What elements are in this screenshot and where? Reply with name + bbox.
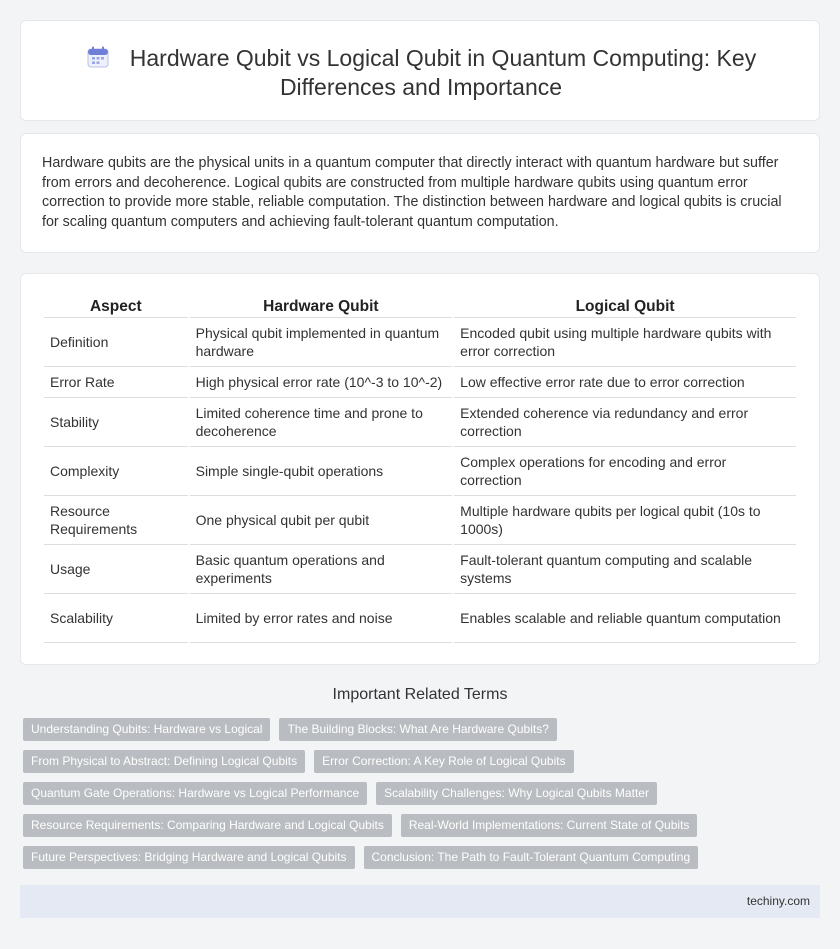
table-cell: Enables scalable and reliable quantum computation	[454, 594, 796, 643]
table-cell: Scalability	[44, 594, 188, 643]
related-term-tag[interactable]: Scalability Challenges: Why Logical Qubits Matter	[376, 782, 657, 805]
table-cell: Limited by error rates and noise	[190, 594, 453, 643]
intro-paragraph: Hardware qubits are the physical units in a quantum computer that directly interact with quantum hardware but suffer from errors and decoherence. Logical qubits are constructed from multiple hardware qubits using quantum error correction to provide more stable, reliable computation. The distinction between hardware and logical qubits is crucial for scaling quantum computers and achieving fault-tolerant quantum computation.	[42, 155, 782, 230]
related-term-tag[interactable]: Understanding Qubits: Hardware vs Logical	[23, 718, 270, 741]
related-term-tag[interactable]: Resource Requirements: Comparing Hardware and Logical Qubits	[23, 814, 392, 837]
comparison-table	[42, 296, 798, 643]
intro-card	[20, 133, 820, 253]
table-row	[44, 545, 796, 594]
table-row	[44, 496, 796, 545]
table-cell: Complex operations for encoding and error correction	[454, 447, 796, 496]
column-header-hardware: Hardware Qubit	[190, 296, 453, 318]
table-cell: Physical qubit implemented in quantum hardware	[190, 318, 453, 367]
footer	[20, 885, 820, 918]
comparison-card	[20, 273, 820, 665]
table-cell: Definition	[44, 318, 188, 367]
related-term-tag[interactable]: Error Correction: A Key Role of Logical Qubits	[314, 750, 573, 773]
header-card	[20, 20, 820, 121]
related-term-tag[interactable]: Future Perspectives: Bridging Hardware and Logical Qubits	[23, 846, 355, 869]
table-row	[44, 594, 796, 643]
table-cell: Stability	[44, 398, 188, 447]
related-term-tag[interactable]: Quantum Gate Operations: Hardware vs Logical Performance	[23, 782, 367, 805]
table-cell: Low effective error rate due to error correction	[454, 367, 796, 398]
table-cell: Limited coherence time and prone to decoherence	[190, 398, 453, 447]
table-cell: High physical error rate (10^-3 to 10^-2)	[190, 367, 453, 398]
table-cell: Basic quantum operations and experiments	[190, 545, 453, 594]
table-cell: Complexity	[44, 447, 188, 496]
page-title-row	[21, 44, 821, 102]
table-cell: Extended coherence via redundancy and error correction	[454, 398, 796, 447]
related-terms-title: Important Related Terms	[332, 686, 508, 703]
table-row	[44, 318, 796, 367]
table-cell: Simple single-qubit operations	[190, 447, 453, 496]
tag-row	[23, 782, 823, 805]
tag-row	[23, 814, 823, 837]
table-cell: Usage	[44, 545, 188, 594]
table-cell: Multiple hardware qubits per logical qubit (10s to 1000s)	[454, 496, 796, 545]
column-header-logical: Logical Qubit	[454, 296, 796, 318]
related-term-tag[interactable]: The Building Blocks: What Are Hardware Qubits?	[279, 718, 556, 741]
table-cell: Resource Requirements	[44, 496, 188, 545]
table-row	[44, 367, 796, 398]
table-row	[44, 447, 796, 496]
table-header-row	[44, 296, 796, 318]
tag-row	[23, 718, 823, 741]
tag-row	[23, 750, 823, 773]
tag-row	[23, 846, 823, 869]
table-cell: Fault-tolerant quantum computing and scalable systems	[454, 545, 796, 594]
table-cell: Encoded qubit using multiple hardware qubits with error correction	[454, 318, 796, 367]
related-term-tag[interactable]: Conclusion: The Path to Fault-Tolerant Quantum Computing	[364, 846, 699, 869]
footer-brand[interactable]: techiny.com	[746, 894, 810, 908]
calendar-icon	[86, 45, 110, 69]
related-terms-list	[23, 718, 823, 878]
column-header-aspect: Aspect	[44, 296, 188, 318]
related-term-tag[interactable]: From Physical to Abstract: Defining Logical Qubits	[23, 750, 305, 773]
related-term-tag[interactable]: Real-World Implementations: Current State of Qubits	[401, 814, 698, 837]
table-cell: Error Rate	[44, 367, 188, 398]
table-cell: One physical qubit per qubit	[190, 496, 453, 545]
page-title: Hardware Qubit vs Logical Qubit in Quantum Computing: Key Differences and Importance	[129, 45, 757, 100]
table-row	[44, 398, 796, 447]
